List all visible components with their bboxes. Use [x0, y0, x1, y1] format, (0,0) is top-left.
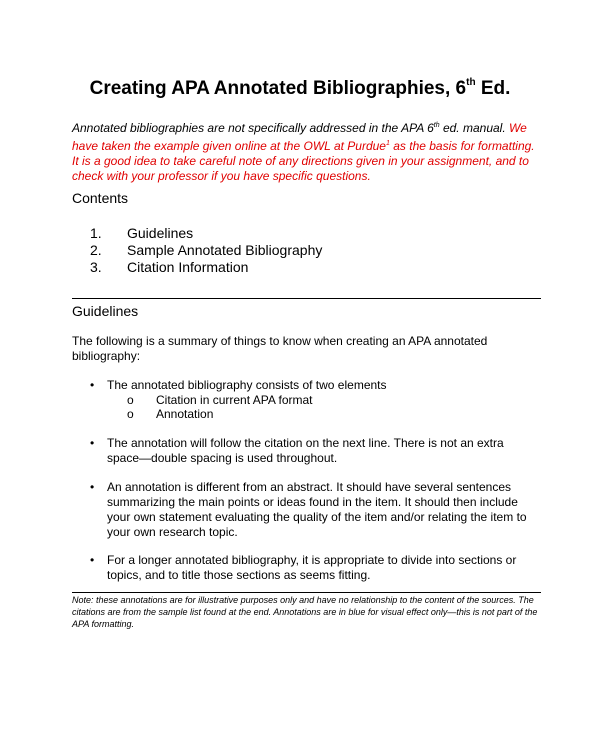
title-end: Ed. [475, 78, 511, 99]
contents-item-label: Guidelines [127, 225, 194, 241]
section-divider [72, 298, 541, 299]
guidelines-heading: Guidelines [72, 303, 139, 319]
sub-bullet-text: Citation in current APA format [156, 393, 313, 407]
page-title [0, 78, 600, 100]
bullet-text: The annotation will follow the citation on the next line. There is not an extra space—double spacing is used throughout. [107, 436, 504, 465]
sub-bullet-icon: o [127, 407, 134, 421]
bullet-dot-icon: • [90, 480, 95, 494]
intro-red-text-end: as the basis for formatting. It is a good idea to take careful note of any directions given in your assignment, and to check with your professor if you have specific questions. [72, 139, 535, 183]
footnote-divider [72, 592, 541, 593]
title-superscript: th [466, 76, 476, 88]
intro-black-superscript: th [433, 122, 440, 129]
bullet-text: For a longer annotated bibliography, it is appropriate to divide into sections or topics, and to title those sections as seems fitting. [107, 553, 517, 582]
contents-item-number: 1. [90, 225, 102, 241]
bullet-dot-icon: • [90, 553, 95, 567]
intro-red-text: We have taken the example given online at the OWL at Purdue [72, 121, 527, 153]
intro-black-text-end: ed. manual. [439, 121, 506, 135]
contents-item-number: 2. [90, 242, 102, 258]
contents-item-label: Citation Information [127, 259, 249, 275]
footnote-note: Note: these annotations are for illustrative purposes only and have no relationship to the content of the sources. The citations are from the sample list found at the end. Annotations are in blue for visual effect only—this is not part of the APA formatting. [72, 595, 538, 629]
contents-item-label: Sample Annotated Bibliography [127, 242, 323, 258]
intro-footnote-marker: 1 [385, 140, 390, 147]
bullet-text: The annotated bibliography consists of two elements [107, 378, 387, 392]
guidelines-summary: The following is a summary of things to know when creating an APA annotated bibliography: [72, 334, 488, 363]
bullet-dot-icon: • [90, 436, 95, 450]
intro-black-text: Annotated bibliographies are not specifically addressed in the APA 6 [72, 121, 434, 135]
bullet-dot-icon: • [90, 378, 95, 392]
title-main: Creating APA Annotated Bibliographies, 6 [89, 78, 467, 99]
sub-bullet-text: Annotation [156, 407, 214, 421]
bullet-text: An annotation is different from an abstract. It should have several sentences summarizing the main points or ideas found in the item. It should then include your own statement evaluating the quality of the item and/or relating the item to your own research topic. [107, 480, 527, 539]
intro-paragraph [72, 118, 542, 184]
sub-bullet-icon: o [127, 393, 134, 407]
contents-heading: Contents [72, 190, 129, 206]
contents-item-number: 3. [90, 259, 102, 275]
